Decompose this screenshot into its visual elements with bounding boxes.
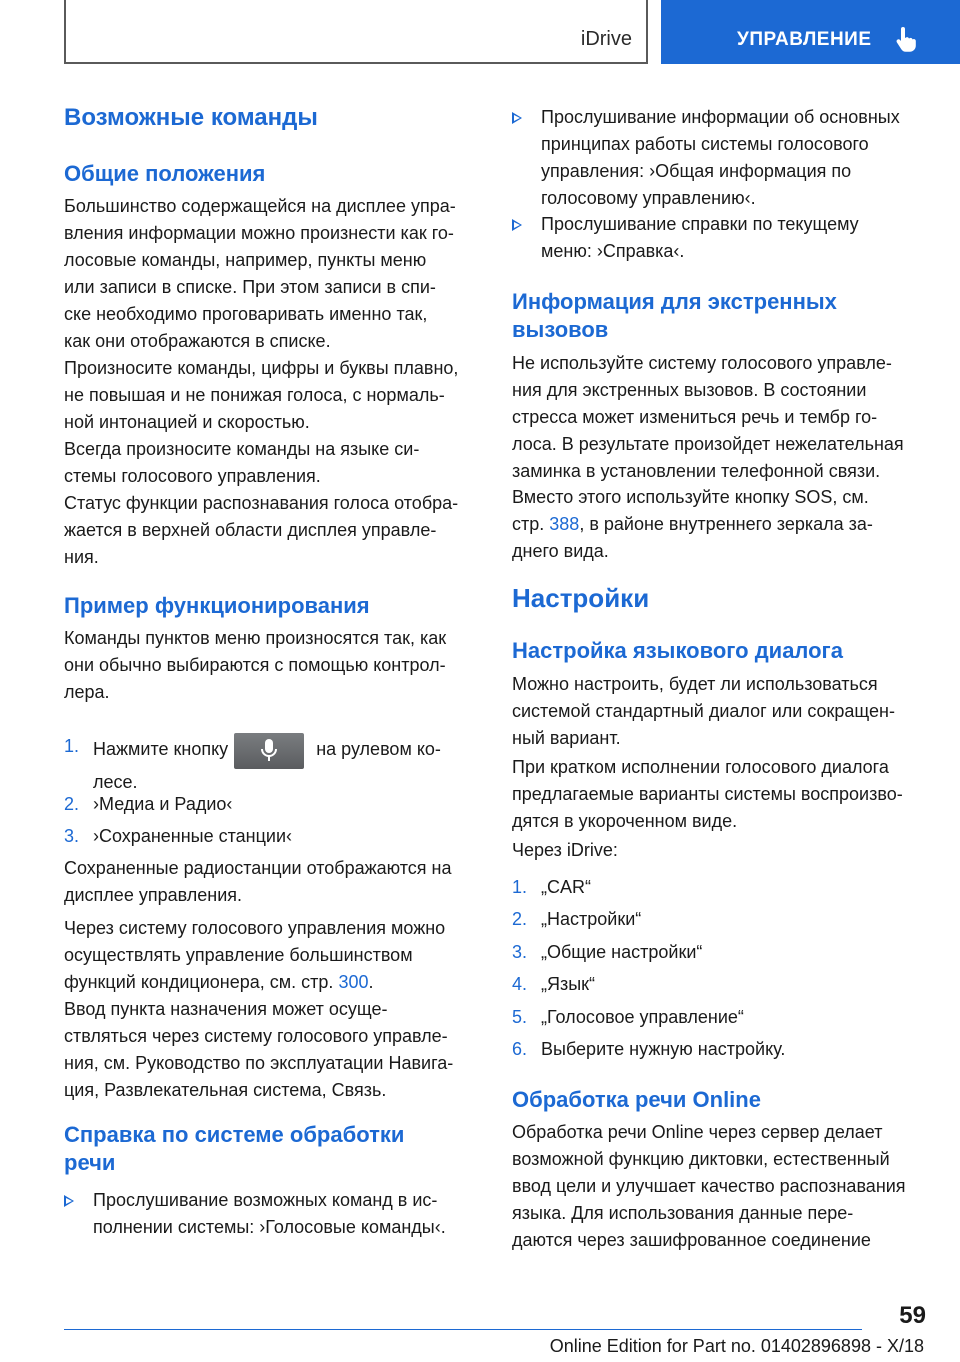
paragraph-example-4: Ввод пункта назначения может осуще- ствляться через систему голосового управле- ния, см. Руководство по эксплуатации Навига- ция, Развлекательная система, Связь. xyxy=(64,999,454,1100)
footer-edition: Online Edition for Part no. 01402896898 - X/18 xyxy=(549,1336,924,1356)
paragraph-example-2: Сохраненные радиостанции отображаются на дисплее управления. xyxy=(64,858,452,905)
header-chapter-label: УПРАВЛЕНИЕ xyxy=(737,29,872,50)
section-title-settings: Настройки xyxy=(512,583,650,613)
list-item-settings-6: 6. Выберите нужную настройку. xyxy=(512,1039,786,1059)
list-item-settings-2: 2. „Настройки“ xyxy=(512,909,642,929)
list-item-settings-1: 1. „CAR“ xyxy=(512,877,591,897)
list-item-step-3: 3. ›Сохраненные станции‹ xyxy=(64,826,293,846)
heading-help: Справка по системе обработки речи xyxy=(64,1122,405,1175)
triangle-bullet-icon xyxy=(512,219,522,231)
paragraph-settings-3: Через iDrive: xyxy=(512,840,618,860)
list-item-settings-5: 5. „Голосовое управление“ xyxy=(512,1007,744,1027)
list-item-settings-4: 4. „Язык“ xyxy=(512,974,596,994)
microphone-button-image xyxy=(234,733,304,769)
paragraph-example-3: Через систему голосового управления можно осуществлять управление большинством функций кондиционера, см. стр. 300. xyxy=(64,918,446,992)
section-title-voice-commands: Возможные команды xyxy=(64,104,318,131)
page-link-300[interactable]: 300 xyxy=(338,972,369,992)
heading-general: Общие положения xyxy=(64,161,266,186)
triangle-bullet-icon xyxy=(64,1195,74,1207)
footer-divider xyxy=(64,1329,862,1330)
paragraph-general-1: Большинство содержащейся на дисплее упра- вления информации можно произнести как го- лосовые команды, например, пункты меню или записи в списке. При этом записи в спи- ске необходимо проговаривать именно так, как они отображаются в списке. xyxy=(64,196,456,351)
paragraph-general-3: Всегда произносите команды на языке си- стемы голосового управления. xyxy=(64,439,420,486)
page-link-388[interactable]: 388 xyxy=(549,514,580,534)
paragraph-online-1: Обработка речи Online через сервер делает возможной функцию диктовки, естественный ввод цели и улучшает качество распознавания языка. Для использования данные пере- даются через зашифрованное соединение xyxy=(512,1122,906,1250)
heading-emergency: Информация для экстренных вызовов xyxy=(512,289,837,342)
list-item-step-1: 1. Нажмите кнопку на рулевом ко- лесе. xyxy=(64,733,478,787)
paragraph-settings-1: Можно настроить, будет ли использоваться системой стандартный диалог или сокращен- ный вариант. xyxy=(512,674,895,748)
microphone-icon xyxy=(259,738,279,764)
paragraph-example-1: Команды пунктов меню произносятся так, как они обычно выбираются с помощью контрол- лера. xyxy=(64,628,447,702)
header-section-box xyxy=(64,0,648,64)
heading-example: Пример функционирования xyxy=(64,593,370,618)
triangle-bullet-icon xyxy=(512,112,522,124)
paragraph-general-4: Статус функции распознавания голоса отобра- жается в верхней области дисплея управле- ния. xyxy=(64,493,459,567)
heading-online: Обработка речи Online xyxy=(512,1087,761,1112)
bullet-item-help-1: Прослушивание возможных команд в ис- полнении системы: ›Голосовые команды‹. xyxy=(64,1187,478,1241)
page-number: 59 xyxy=(899,1302,926,1329)
list-item-settings-3: 3. „Общие настройки“ xyxy=(512,942,703,962)
header-section-label: iDrive xyxy=(580,28,632,50)
paragraph-emergency-1: Не используйте систему голосового управле- ния для экстренных вызовов. В состоянии стресса может измениться речь и тембр го- лоса. В результате произойдет нежелательная заминка в установлении телефонной связи. xyxy=(512,353,904,481)
paragraph-settings-2: При кратком исполнении голосового диалога предлагаемые варианты системы воспроизво- дятся в укороченном виде. xyxy=(512,757,903,831)
hand-pointer-icon xyxy=(893,26,919,54)
heading-dialog-settings: Настройка языкового диалога xyxy=(512,638,843,663)
paragraph-emergency-2: Вместо этого используйте кнопку SOS, см. стр. 388, в районе внутреннего зеркала за- днего вида. xyxy=(512,487,873,561)
step-number: 1. xyxy=(64,736,80,756)
bullet-item-help-2: Прослушивание информации об основных принципах работы системы голосового управления: ›Общая информация по голосовому управлению‹. xyxy=(512,104,930,212)
list-item-step-2: 2. ›Медиа и Радио‹ xyxy=(64,794,233,814)
bullet-item-help-3: Прослушивание справки по текущему меню: ›Справка‹. xyxy=(512,211,930,265)
paragraph-general-2: Произносите команды, цифры и буквы плавно, не повышая и не понижая голоса, с нормаль- ной интонацией и скоростью. xyxy=(64,358,459,432)
